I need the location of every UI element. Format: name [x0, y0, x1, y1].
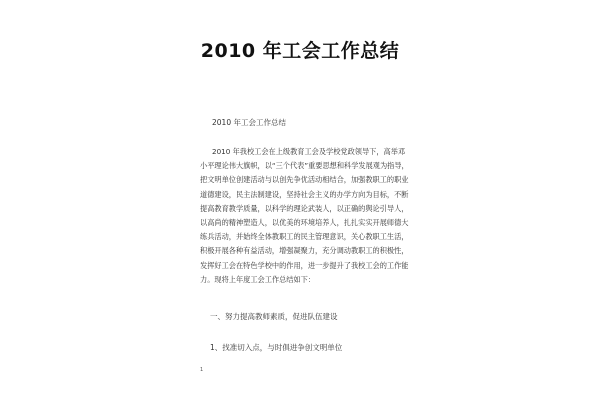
- sub-heading: 1、找准切入点，与时俱进争创文明单位: [210, 343, 343, 352]
- page-number: 1: [200, 367, 204, 373]
- document-main-title: 2010 年工会工作总结: [200, 40, 400, 62]
- document-sub-title: 2010 年工会工作总结: [212, 118, 286, 127]
- body-paragraph: 2010 年我校工会在上级教育工会及学校党政领导下，高举邓小平理论伟大旗帜，以“三个代表”重要思想和科学发展观为指导，把文明单位创建活动与以创先争优活动相结合，加强教职工的职业道德建设，民主法制建设，坚持社会主义的办学方向为目标，不断提高教育教学质量，以科学的理论武装人，以正确的舆论引导人，以高尚的精神塑造人，以优美的环境培养人，扎扎实实开展师德大练兵活动，并始终全体教职工的民主管理意识，关心教职工生活，积极开展各种有益活动，增强凝聚力，充分调动教职工的积极性，发挥好工会在特色学校中的作用，进一步提升了我校工会的工作能力。现将上年度工会工作总结如下：: [200, 147, 409, 284]
- section-heading: 一、努力提高教师素质，促进队伍建设: [210, 312, 338, 321]
